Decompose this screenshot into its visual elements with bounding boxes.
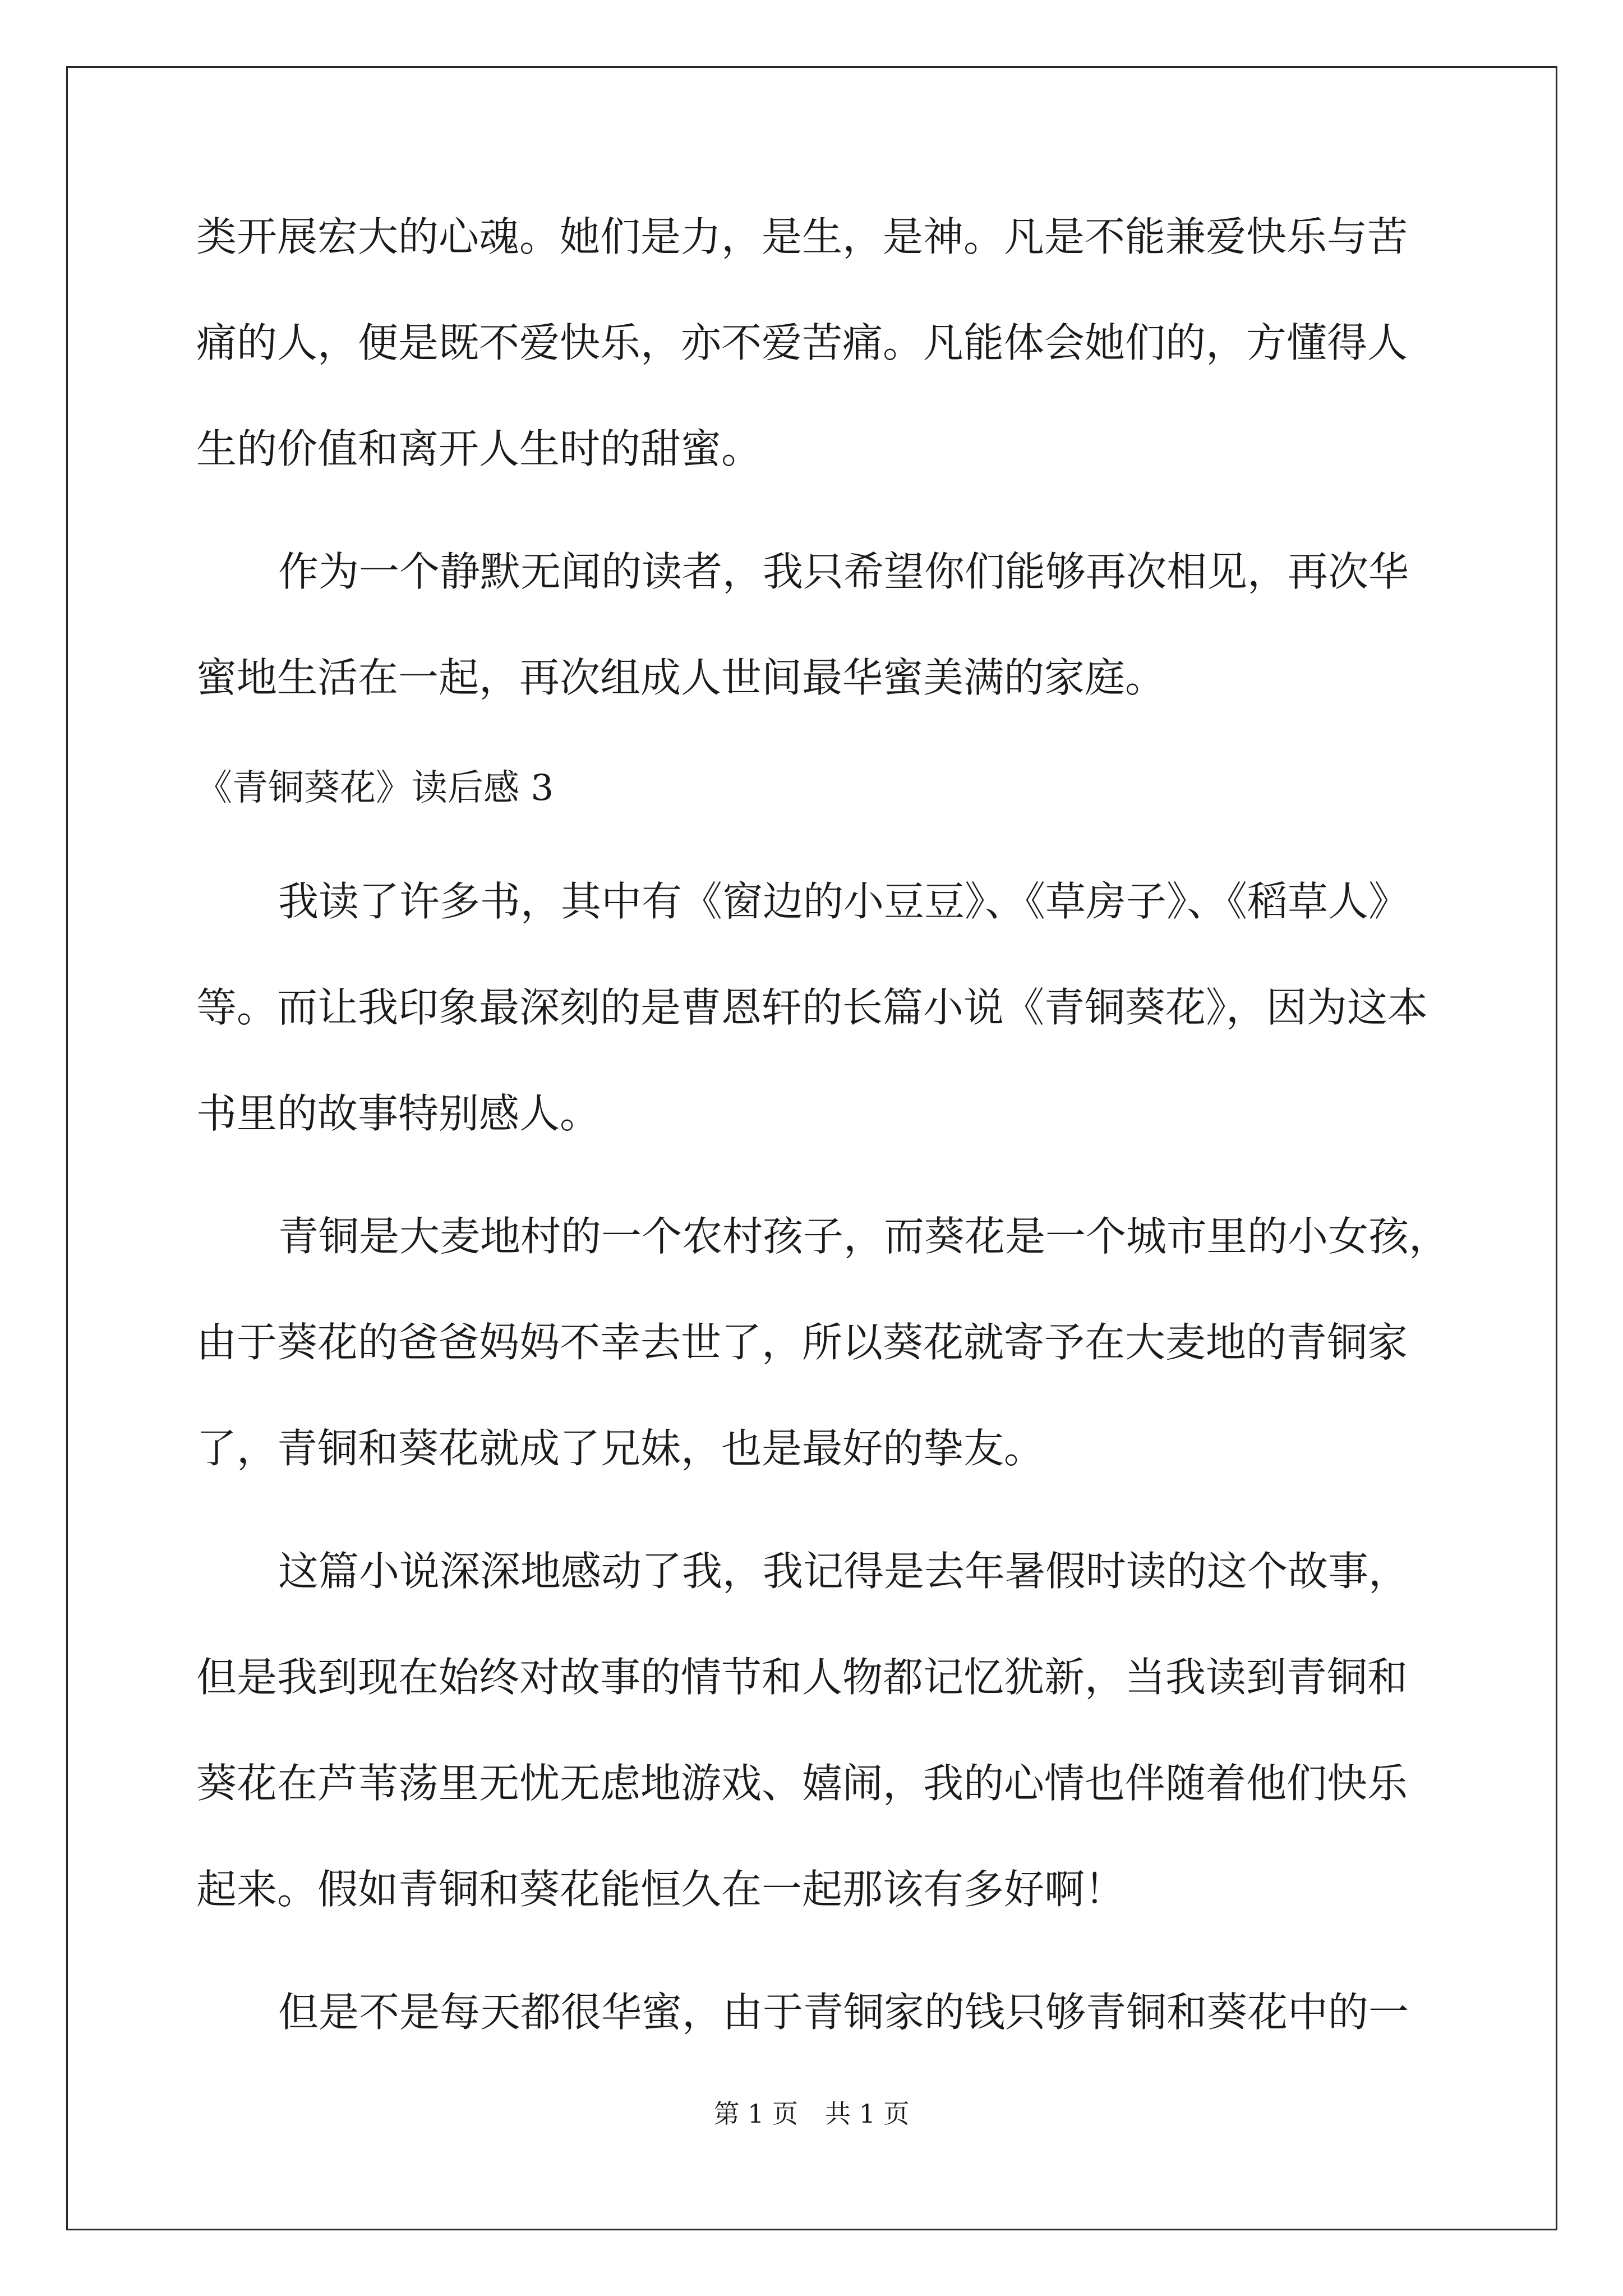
paragraph-first-line: 作为一个静默无闻的读者，我只希望你们能够再次相见，再次华 bbox=[278, 548, 1409, 595]
page-number: 第 1 页 bbox=[713, 2099, 798, 2129]
text-line: 起来。假如青铜和葵花能恒久在一起那该有多好啊！ bbox=[196, 1866, 1126, 1913]
text-line: 但是我到现在始终对故事的情节和人物都记忆犹新，当我读到青铜和 bbox=[196, 1654, 1408, 1701]
paragraph-first-line: 但是不是每天都很华蜜，由于青铜家的钱只够青铜和葵花中的一 bbox=[278, 1989, 1409, 2036]
text-line: 葵花在芦苇荡里无忧无虑地游戏、嬉闹，我的心情也伴随着他们快乐 bbox=[196, 1760, 1408, 1807]
paragraph-first-line: 这篇小说深深地感动了我，我记得是去年暑假时读的这个故事， bbox=[278, 1548, 1409, 1595]
paragraph-first-line: 青铜是大麦地村的一个农村孩子，而葵花是一个城市里的小女孩， bbox=[278, 1213, 1450, 1260]
text-line: 书里的故事特别感人。 bbox=[196, 1090, 601, 1137]
text-line: 生的价值和离开人生时的甜蜜。 bbox=[196, 425, 762, 472]
page-footer bbox=[0, 2097, 1623, 2131]
text-line: 痛的人，便是既不爱快乐，亦不爱苦痛。凡能体会她们的，方懂得人 bbox=[196, 319, 1408, 366]
text-line: 类开展宏大的心魂。她们是力，是生，是神。凡是不能兼爱快乐与苦 bbox=[196, 213, 1408, 260]
paragraph-first-line: 我读了许多书，其中有《窗边的小豆豆》、《草房子》、《稻草人》 bbox=[278, 878, 1409, 925]
page-total: 共 1 页 bbox=[825, 2099, 910, 2129]
section-heading: 《青铜葵花》读后感 3 bbox=[196, 767, 554, 809]
text-line: 等。而让我印象最深刻的是曹恩轩的长篇小说《青铜葵花》，因为这本 bbox=[196, 984, 1428, 1031]
text-line: 蜜地生活在一起，再次组成人世间最华蜜美满的家庭。 bbox=[196, 654, 1166, 701]
text-line: 由于葵花的爸爸妈妈不幸去世了，所以葵花就寄予在大麦地的青铜家 bbox=[196, 1319, 1408, 1366]
text-line: 了，青铜和葵花就成了兄妹，也是最好的挚友。 bbox=[196, 1425, 1045, 1472]
